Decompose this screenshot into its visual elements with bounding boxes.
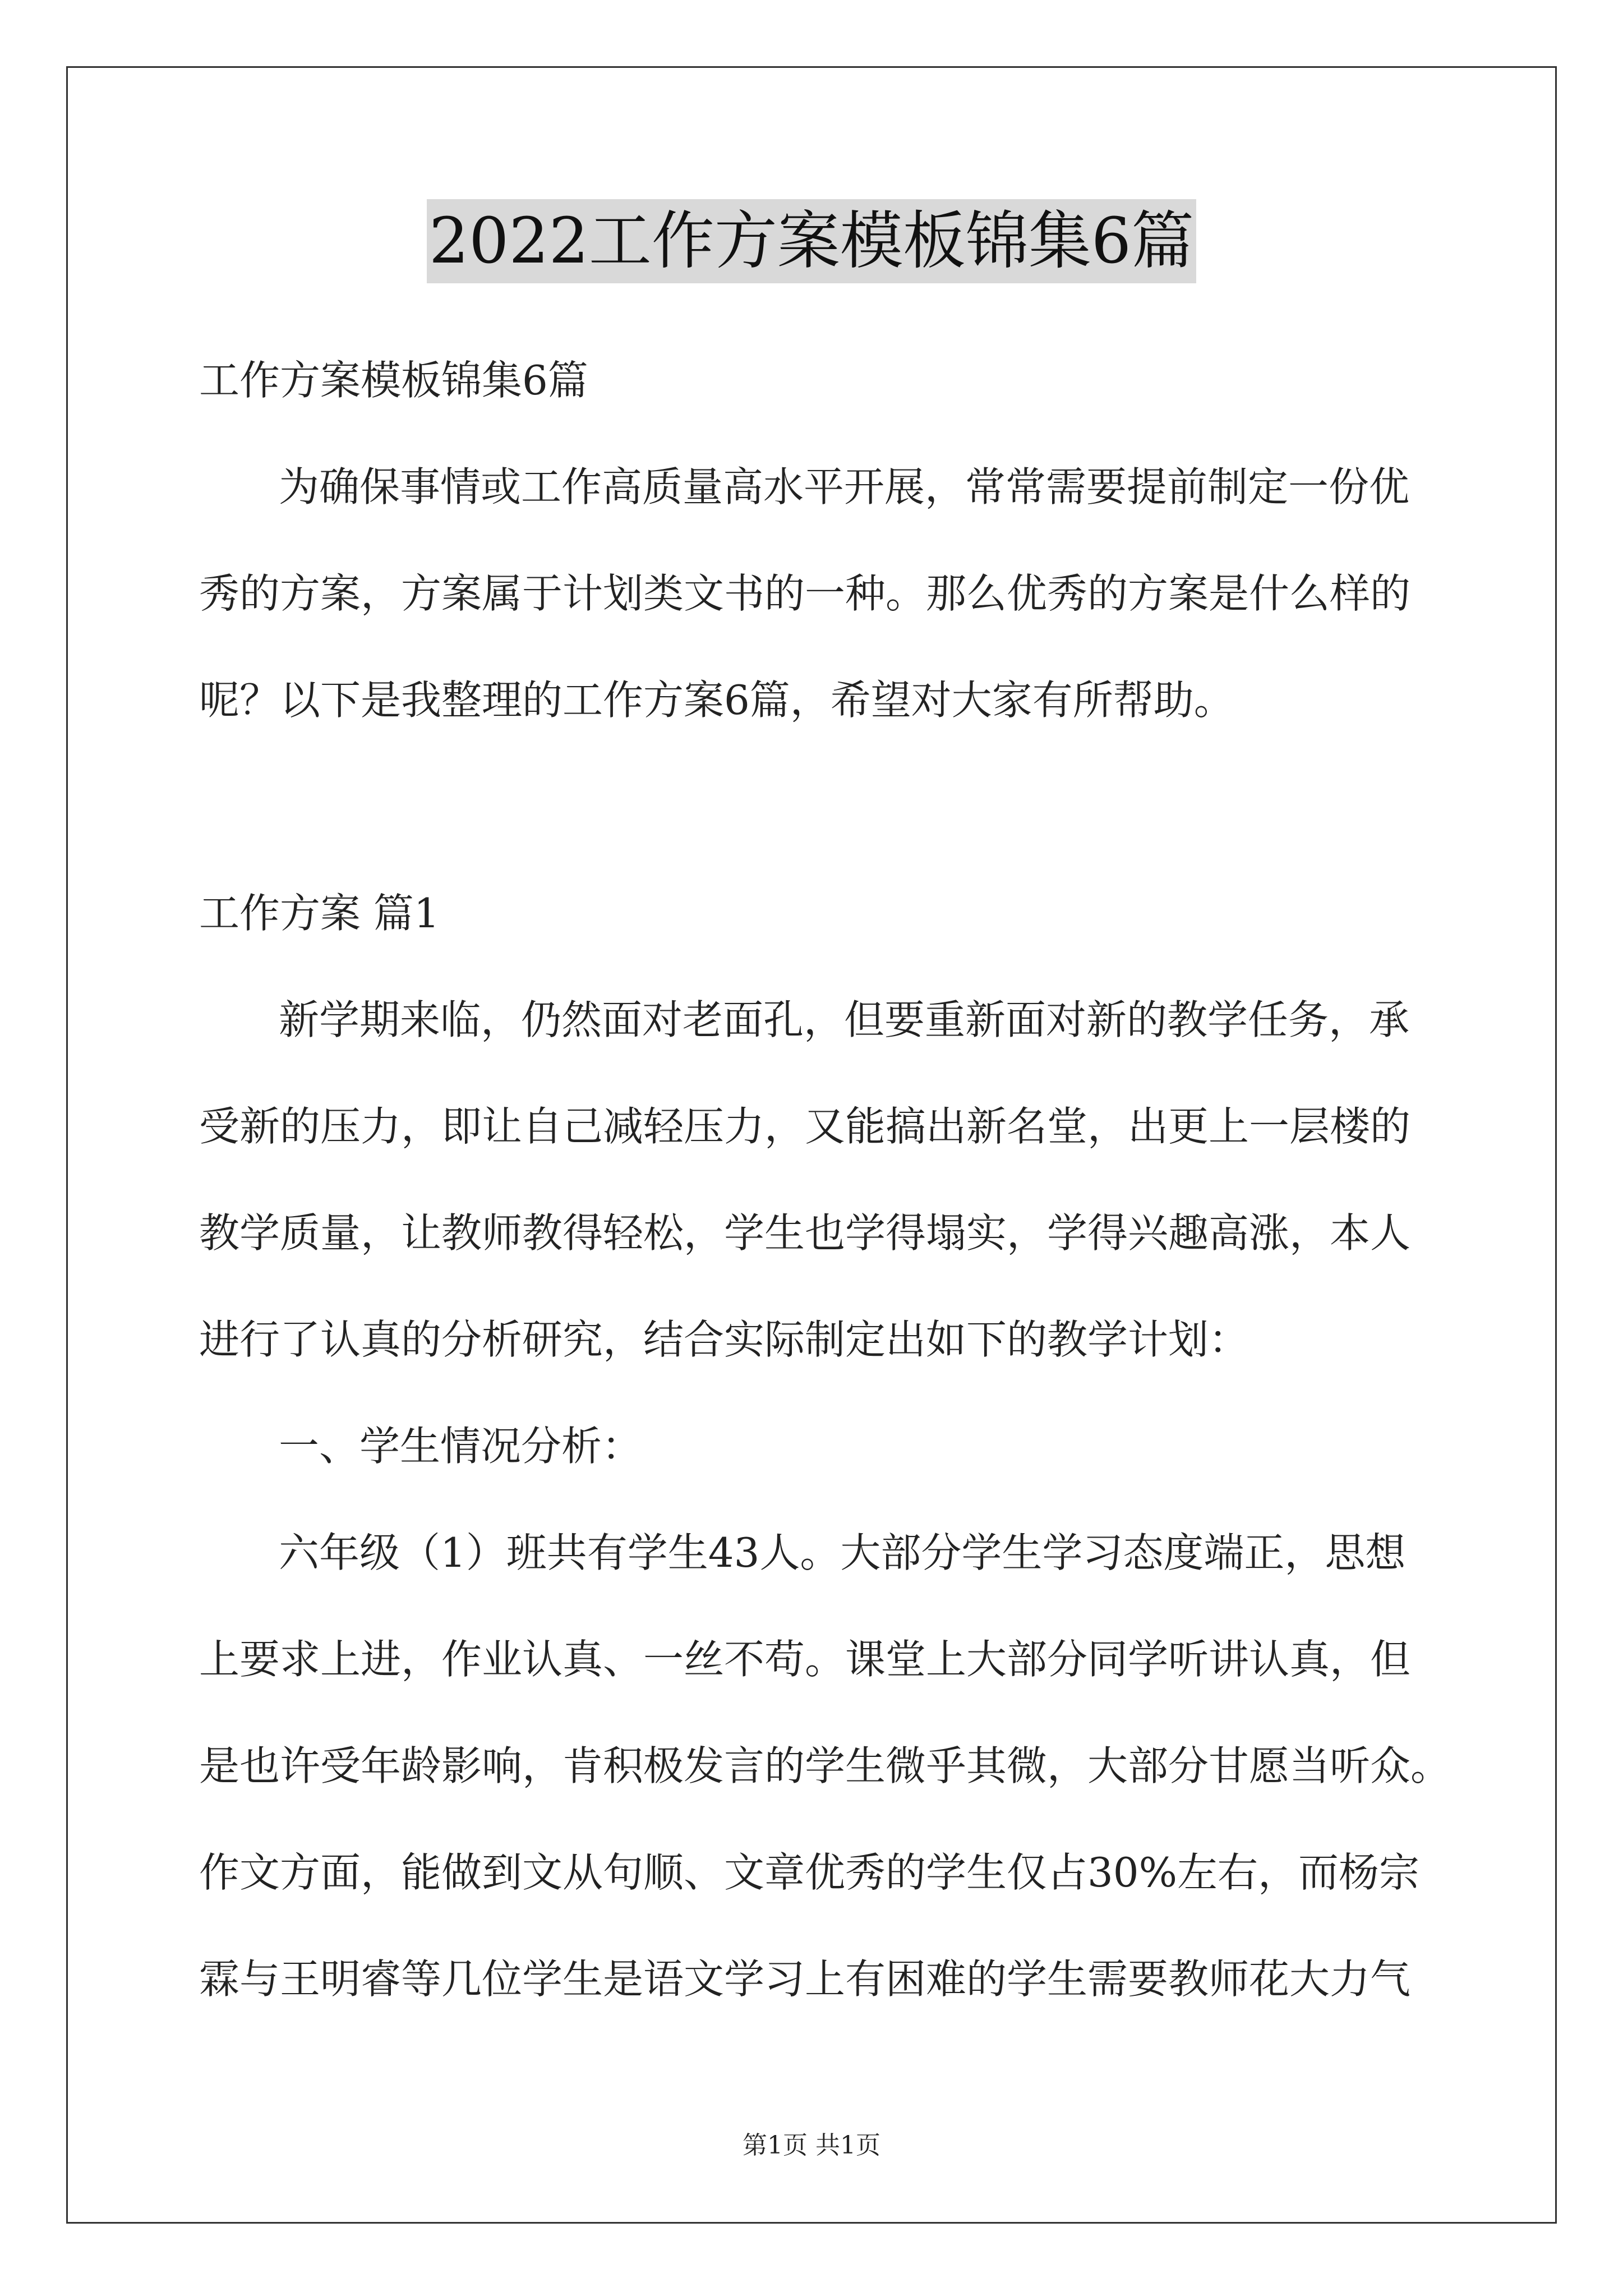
doc-subtitle: 工作方案模板锦集6篇 — [199, 357, 588, 404]
paragraph-line: 进行了认真的分析研究，结合实际制定出如下的教学计划： — [199, 1316, 1249, 1363]
paragraph-line: 为确保事情或工作高质量高水平开展，常常需要提前制定一份优 — [279, 463, 1410, 510]
paragraph-line: 六年级（1）班共有学生43人。大部分学生学习态度端正，思想 — [279, 1529, 1406, 1576]
paragraph-line: 是也许受年龄影响，肯积极发言的学生微乎其微，大部分甘愿当听众。 — [199, 1742, 1451, 1789]
paragraph-line: 新学期来临，仍然面对老面孔，但要重新面对新的教学任务，承 — [279, 996, 1410, 1043]
paragraph-line: 霖与王明睿等几位学生是语文学习上有困难的学生需要教师花大力气 — [199, 1955, 1411, 2003]
document-title: 2022工作方案模板锦集6篇 — [427, 199, 1196, 283]
paragraph-line: 作文方面，能做到文从句顺、文章优秀的学生仅占30%左右，而杨宗 — [199, 1849, 1420, 1896]
paragraph-line: 呢？以下是我整理的工作方案6篇，希望对大家有所帮助。 — [199, 677, 1234, 724]
section-heading: 工作方案 篇1 — [199, 890, 440, 937]
page-footer: 第1页 共1页 — [743, 2131, 880, 2160]
paragraph-line: 受新的压力，即让自己减轻压力，又能搞出新名堂，出更上一层楼的 — [199, 1103, 1411, 1150]
paragraph-line: 教学质量，让教师教得轻松，学生也学得塌实，学得兴趣高涨，本人 — [199, 1209, 1411, 1257]
subsection-heading: 一、学生情况分析： — [279, 1423, 643, 1470]
title-container — [0, 199, 1623, 283]
paragraph-line: 上要求上进，作业认真、一丝不苟。课堂上大部分同学听讲认真，但 — [199, 1636, 1411, 1683]
paragraph-line: 秀的方案，方案属于计划类文书的一种。那么优秀的方案是什么样的 — [199, 570, 1411, 617]
